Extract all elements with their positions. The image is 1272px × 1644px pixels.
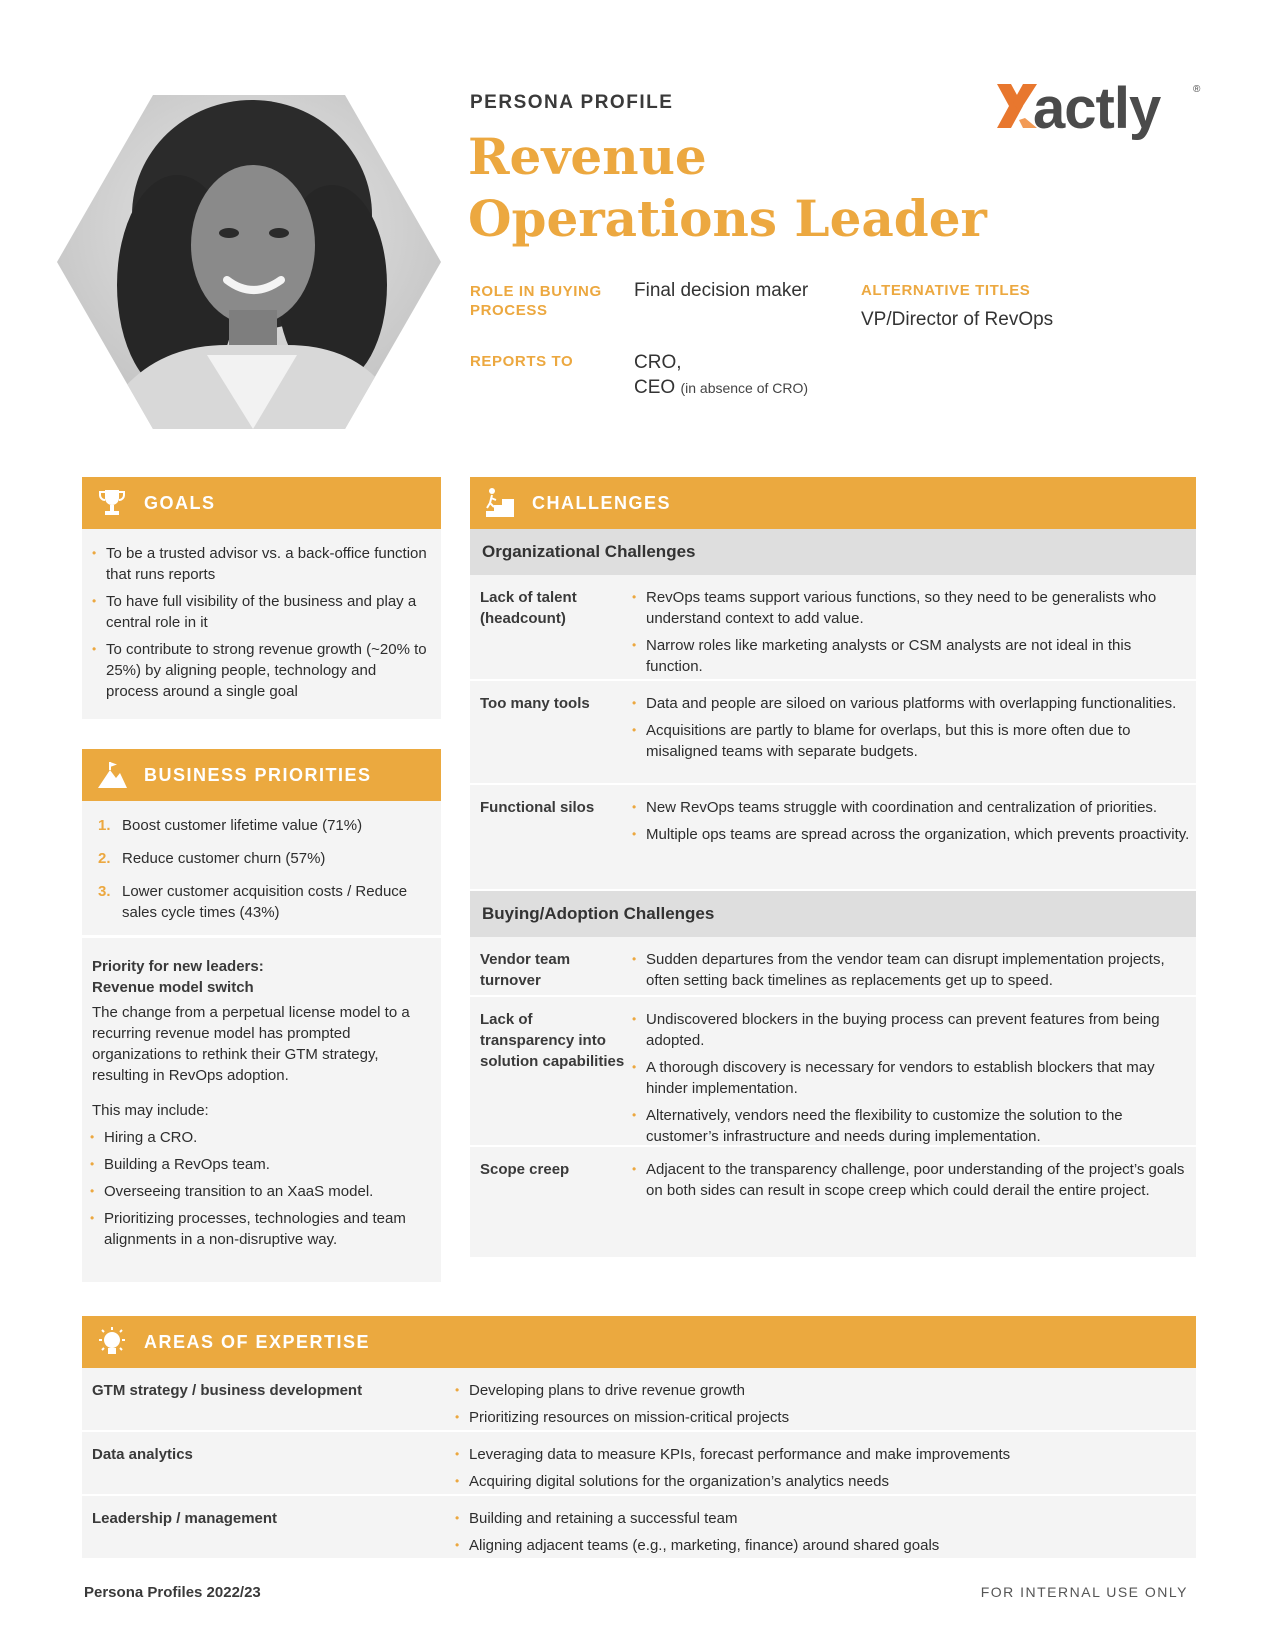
expertise-row (82, 1432, 1196, 1496)
lightbulb-icon (92, 1322, 132, 1362)
expertise-header (82, 1316, 1196, 1368)
list-item: • Alternatively, vendors need the flexibility to customize the solution to the customer’s infrastructure and needs during implementation. (628, 1105, 1190, 1147)
may-include-label: This may include: (92, 1102, 209, 1119)
expertise-key: Data analytics (92, 1446, 193, 1463)
new-leaders-body: The change from a perpetual license model to a recurring revenue model has prompted organizations to rethink their GTM strategy, resulting in RevOps adoption. (92, 1004, 410, 1084)
footer-left: Persona Profiles 2022/23 (84, 1584, 261, 1601)
reports-to-value (634, 350, 808, 401)
svg-text:actly: actly (1033, 76, 1161, 141)
priorities-title: BUSINESS PRIORITIES (144, 764, 372, 785)
list-item: • Narrow roles like marketing analysts or CSM analysts are not ideal in this function. (628, 635, 1190, 677)
reports-note: (in absence of CRO) (680, 380, 809, 396)
list-item: • To contribute to strong revenue growth (~20% to 25%) by aligning people, technology and process around a single goal (84, 639, 429, 702)
expertise-key: Leadership / management (92, 1510, 278, 1527)
role-label (470, 282, 602, 320)
expertise-title: AREAS OF EXPERTISE (144, 1331, 371, 1352)
page-title (468, 126, 987, 250)
challenge-points (628, 797, 1196, 883)
new-leaders-label: Priority for new leaders: (92, 958, 264, 975)
challenge-row (470, 681, 1196, 785)
challenge-points (628, 587, 1196, 673)
buying-challenges-rows (470, 937, 1196, 1259)
challenge-points (628, 693, 1196, 777)
new-leaders-sub: Revenue model switch (92, 979, 254, 996)
trophy-icon (92, 483, 132, 523)
list-item: • Building a RevOps team. (82, 1154, 429, 1175)
challenges-header (470, 477, 1196, 529)
org-challenges-header: Organizational Challenges (470, 529, 1196, 575)
buying-challenges-header: Buying/Adoption Challenges (470, 891, 1196, 937)
challenge-row (470, 575, 1196, 681)
footer-right: FOR INTERNAL USE ONLY (980, 1584, 1188, 1600)
challenge-key: Lack of talent (headcount) (480, 589, 577, 627)
challenge-points (628, 1159, 1196, 1251)
priority-number: 2. (98, 850, 111, 867)
challenge-key: Too many tools (480, 695, 590, 712)
challenge-key: Functional silos (480, 799, 595, 816)
goals-section (82, 477, 441, 719)
priorities-section (82, 749, 441, 1282)
reports-ceo: CEO (634, 377, 676, 398)
goals-list (84, 543, 429, 702)
alt-titles-value: VP/Director of RevOps (861, 309, 1054, 330)
goals-header (82, 477, 441, 529)
priorities-list (84, 815, 429, 923)
list-item: • A thorough discovery is necessary for vendors to establish blockers that may hinder implementation. (628, 1057, 1190, 1099)
priority-item (84, 815, 429, 836)
goals-title: GOALS (144, 492, 216, 513)
role-label-line-2: PROCESS (470, 302, 548, 319)
list-item: • Acquiring digital solutions for the organization’s analytics needs (447, 1471, 1010, 1492)
list-item: • Aligning adjacent teams (e.g., marketing, finance) around shared goals (447, 1535, 939, 1556)
persona-kicker: PERSONA PROFILE (470, 92, 674, 113)
expertise-rows (82, 1368, 1196, 1560)
list-item: • To have full visibility of the business and play a central role in it (84, 591, 429, 633)
challenge-row (470, 785, 1196, 891)
title-line-2: Operations Leader (468, 189, 987, 248)
list-item: • Acquisitions are partly to blame for overlaps, but this is more often due to misaligned teams with separate budgets. (628, 720, 1190, 762)
priority-text: Reduce customer churn (57%) (122, 850, 326, 867)
list-item: • Developing plans to drive revenue growth (447, 1380, 789, 1401)
expertise-key: GTM strategy / business development (92, 1382, 363, 1399)
new-leaders-panel (82, 938, 441, 1282)
challenges-title: CHALLENGES (532, 492, 672, 513)
persona-photo (57, 95, 441, 429)
svg-text:®: ® (1193, 84, 1201, 95)
list-item: • Adjacent to the transparency challenge, poor understanding of the project’s goals on both sides can result in scope creep which could derail the entire project. (628, 1159, 1190, 1201)
challenges-section (470, 477, 1196, 1259)
list-item: • Multiple ops teams are spread across the organization, which prevents proactivity. (628, 824, 1190, 845)
priorities-list-panel (82, 801, 441, 935)
priority-number: 3. (98, 883, 111, 900)
expertise-row (82, 1368, 1196, 1432)
reports-to-line-1: CRO, (634, 352, 682, 373)
expertise-section (82, 1316, 1196, 1560)
priorities-header (82, 749, 441, 801)
list-item: • Sudden departures from the vendor team can disrupt implementation projects, often setting back timelines as replacements get up to speed. (628, 949, 1190, 991)
challenge-points (628, 1009, 1196, 1145)
list-item: • To be a trusted advisor vs. a back-office function that runs reports (84, 543, 429, 585)
challenge-points (628, 949, 1196, 989)
priority-item (84, 881, 429, 923)
title-line-1: Revenue (468, 127, 707, 186)
reports-to-label: REPORTS TO (470, 353, 574, 370)
priority-item (84, 848, 429, 869)
list-item: • Overseeing transition to an XaaS model. (82, 1181, 429, 1202)
list-item: • Data and people are siloed on various platforms with overlapping functionalities. (628, 693, 1190, 714)
list-item: • Prioritizing processes, technologies and team alignments in a non-disruptive way. (82, 1208, 429, 1250)
list-item: • New RevOps teams struggle with coordination and centralization of priorities. (628, 797, 1190, 818)
expertise-points (447, 1508, 939, 1552)
org-challenges-rows (470, 575, 1196, 891)
expertise-points (447, 1444, 1010, 1488)
list-item: • Leveraging data to measure KPIs, forecast performance and make improvements (447, 1444, 1010, 1465)
may-include-list (82, 1127, 429, 1250)
xactly-logo (997, 62, 1207, 152)
challenge-key: Lack of transparency into solution capabilities (480, 1011, 625, 1070)
list-item: • Undiscovered blockers in the buying process can prevent features from being adopted. (628, 1009, 1190, 1051)
reports-to-line-2 (634, 375, 808, 401)
priority-text: Lower customer acquisition costs / Reduce sales cycle times (43%) (122, 883, 408, 921)
priority-text: Boost customer lifetime value (71%) (122, 817, 363, 834)
list-item: • Hiring a CRO. (82, 1127, 429, 1148)
challenge-row (470, 997, 1196, 1147)
expertise-row (82, 1496, 1196, 1560)
expertise-points (447, 1380, 789, 1424)
stairs-climber-icon (480, 483, 520, 523)
list-item: • RevOps teams support various functions, so they need to be generalists who understand context to add value. (628, 587, 1190, 629)
role-value: Final decision maker (634, 280, 809, 301)
role-label-line-1: ROLE IN BUYING (470, 283, 602, 300)
challenge-row (470, 937, 1196, 997)
mountain-flag-icon (92, 755, 132, 795)
challenge-key: Vendor team turnover (480, 951, 571, 989)
goals-body (82, 529, 441, 719)
list-item: • Prioritizing resources on mission-critical projects (447, 1407, 789, 1428)
challenge-key: Scope creep (480, 1161, 570, 1178)
alt-titles-label: ALTERNATIVE TITLES (861, 282, 1031, 299)
list-item: • Building and retaining a successful team (447, 1508, 939, 1529)
challenge-row (470, 1147, 1196, 1259)
priority-number: 1. (98, 817, 111, 834)
